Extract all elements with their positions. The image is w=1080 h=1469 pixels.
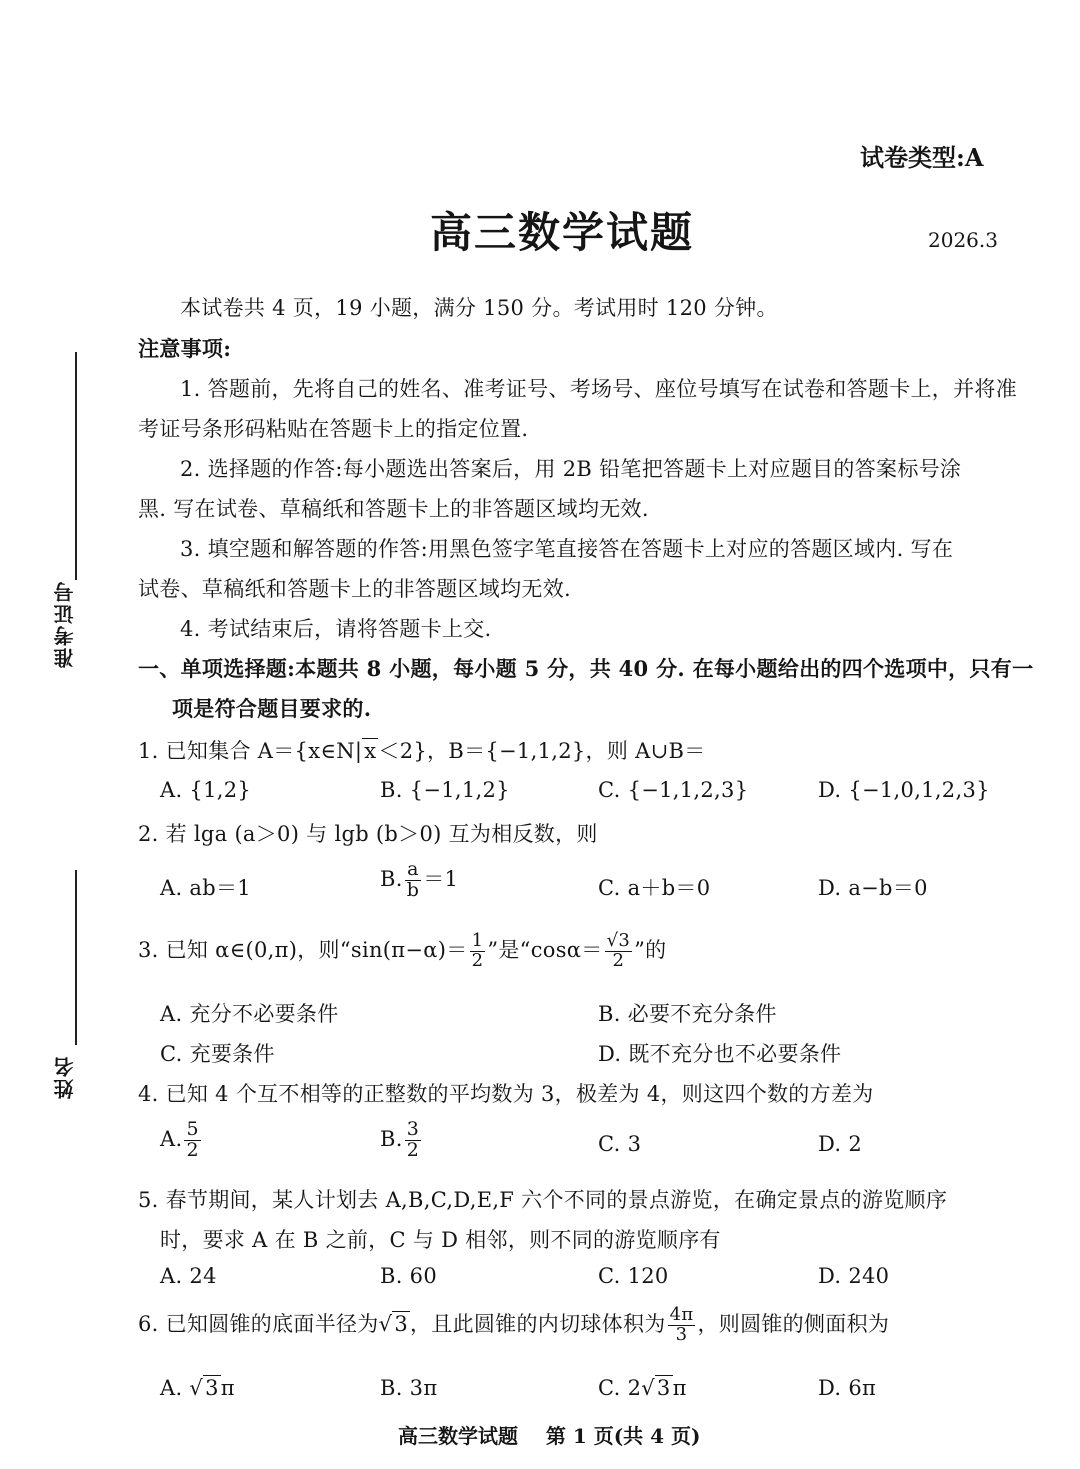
q2-stem: 2. 若 lga (a＞0) 与 lgb (b＞0) 互为相反数，则 — [138, 822, 598, 846]
page-footer: 高三数学试题 第 1 页(共 4 页) — [398, 1424, 701, 1448]
note-2-line-1: 2. 选择题的作答:每小题选出答案后，用 2B 铅笔把答题卡上对应题目的答案标号涂 — [180, 457, 962, 481]
section-1-line-1: 一、单项选择题:本题共 8 小题，每小题 5 分，共 40 分. 在每小题给出的四个选项中，只有一 — [138, 656, 1034, 681]
q5-option-a: A. 24 — [160, 1264, 217, 1288]
q3-stem: 3. 已知 α∈(0,π)，则“sin(π−α)＝ $\frac{1}{2}$ ”是“cosα＝ $\frac{√3}{2}$ ”的 — [138, 930, 667, 971]
note-4: 4. 考试结束后，请将答题卡上交. — [180, 617, 492, 641]
q3-option-a: A. 充分不必要条件 — [160, 1002, 339, 1026]
exam-id-label: 准考证号 — [53, 580, 77, 668]
q4-option-a: A. $\frac{5}{2}$ — [160, 1118, 199, 1161]
q5-stem-line-2: 时，要求 A 在 B 之前，C 与 D 相邻，则不同的游览顺序有 — [160, 1228, 721, 1252]
page-title: 高三数学试题 — [430, 208, 695, 257]
q1-option-a: A. {1,2} — [160, 778, 252, 802]
q3-option-d: D. 既不充分也不必要条件 — [598, 1042, 842, 1066]
note-2-line-2: 黑. 写在试卷、草稿纸和答题卡上的非答题区域均无效. — [138, 497, 649, 521]
q5-stem-line-1: 5. 春节期间，某人计划去 A,B,C,D,E,F 六个不同的景点游览，在确定景点的游览顺序 — [138, 1188, 948, 1212]
q2-option-b: B. $\frac{a}{b}$ ＝1 — [380, 858, 459, 901]
q4-option-d: D. 2 — [818, 1132, 862, 1156]
q1-option-c: C. {−1,1,2,3} — [598, 778, 749, 802]
intro-text: 本试卷共 4 页，19 小题，满分 150 分。考试用时 120 分钟。 — [180, 296, 778, 320]
name-label: 姓名 — [53, 1055, 77, 1099]
q2-option-d: D. a−b＝0 — [818, 876, 928, 900]
q6-option-c: C. 2√3π — [598, 1376, 687, 1400]
q5-option-b: B. 60 — [380, 1264, 438, 1288]
note-3-line-1: 3. 填空题和解答题的作答:用黑色签字笔直接答在答题卡上对应的答题区域内. 写在 — [180, 537, 954, 561]
q6-option-a: A. √3π — [160, 1376, 235, 1400]
q5-option-d: D. 240 — [818, 1264, 890, 1288]
note-3-line-2: 试卷、草稿纸和答题卡上的非答题区域均无效. — [138, 577, 571, 601]
q1-stem: 1. 已知集合 A＝{x∈N|x＜2}，B＝{−1,1,2}，则 A∪B＝ — [138, 739, 706, 763]
q4-stem: 4. 已知 4 个互不相等的正整数的平均数为 3，极差为 4，则这四个数的方差为 — [138, 1082, 874, 1106]
q1-option-d: D. {−1,0,1,2,3} — [818, 778, 990, 802]
q4-option-b: B. $\frac{3}{2}$ — [380, 1118, 420, 1161]
q6-option-d: D. 6π — [818, 1376, 877, 1400]
note-1-line-1: 1. 答题前，先将自己的姓名、准考证号、考场号、座位号填写在试卷和答题卡上，并将准 — [180, 377, 1018, 401]
q3-option-c: C. 充要条件 — [160, 1042, 275, 1066]
q5-option-c: C. 120 — [598, 1264, 669, 1288]
note-1-line-2: 考证号条形码粘贴在答题卡上的指定位置. — [138, 417, 529, 441]
q6-option-b: B. 3π — [380, 1376, 438, 1400]
exam-id-line — [75, 352, 77, 580]
q6-stem: 6. 已知圆锥的底面半径为√3，且此圆锥的内切球体积为 $\frac{4\pi}{3}$ ，则圆锥的侧面积为 — [138, 1304, 890, 1345]
section-1-line-2: 项是符合题目要求的. — [172, 696, 372, 721]
name-line — [75, 870, 77, 1045]
q4-option-c: C. 3 — [598, 1132, 642, 1156]
q1-option-b: B. {−1,1,2} — [380, 778, 510, 802]
exam-date: 2026.3 — [928, 228, 998, 252]
notes-heading: 注意事项: — [138, 336, 232, 361]
q2-option-c: C. a＋b＝0 — [598, 876, 711, 900]
q3-option-b: B. 必要不充分条件 — [598, 1002, 777, 1026]
paper-type: 试卷类型:A — [860, 143, 984, 172]
q2-option-a: A. ab＝1 — [160, 876, 251, 900]
